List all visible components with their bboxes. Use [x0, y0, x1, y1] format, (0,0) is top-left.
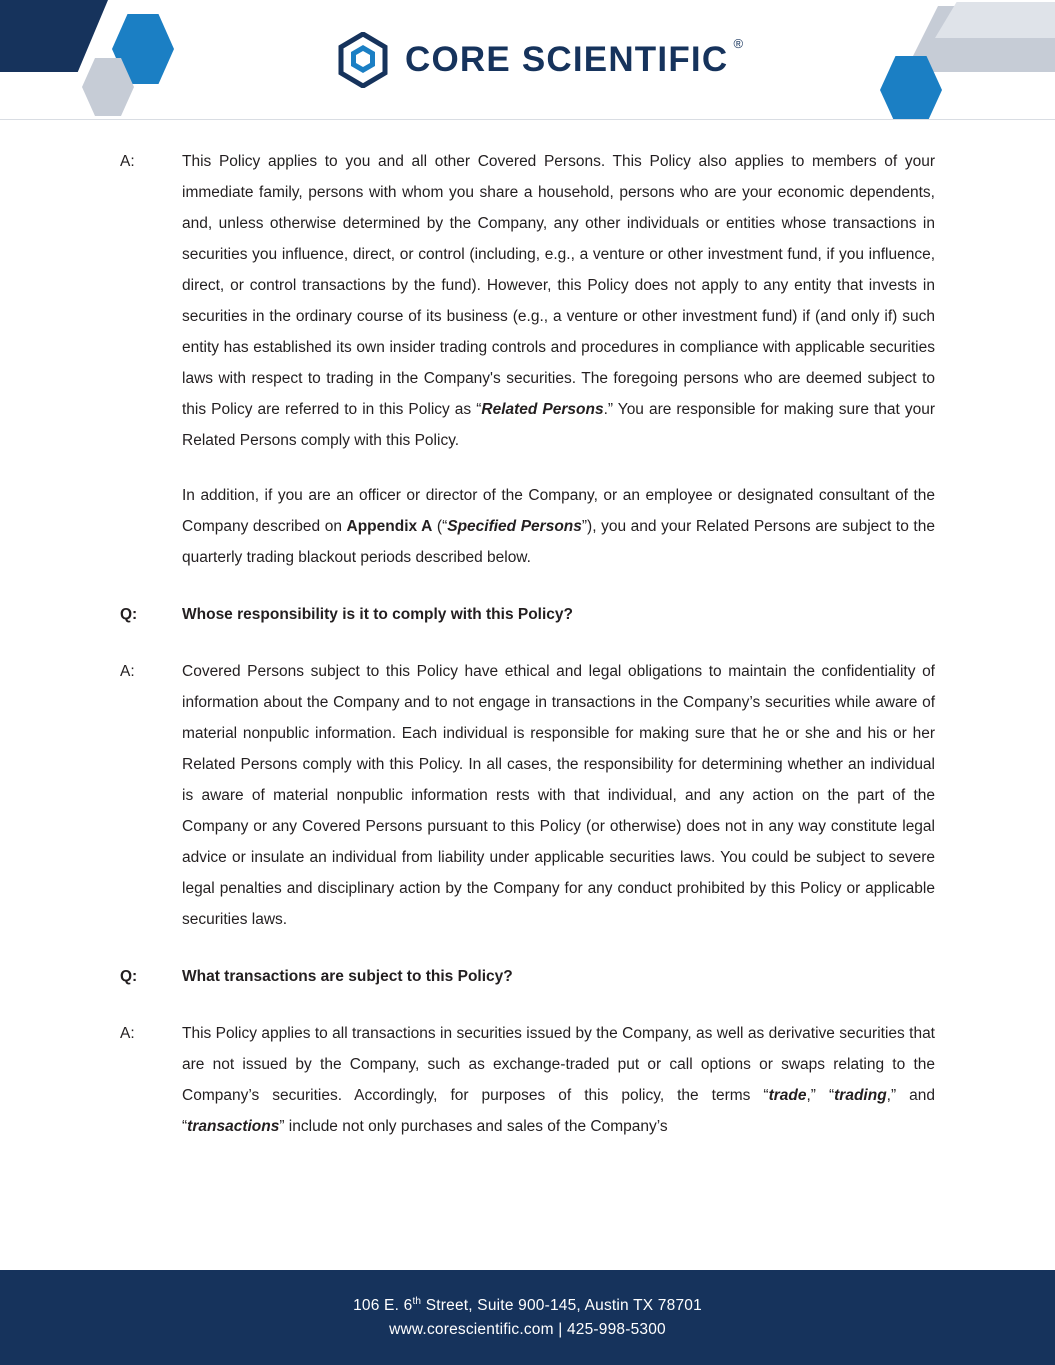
footer-address — [353, 1296, 702, 1315]
company-logo — [335, 32, 745, 88]
emphasis-specified-persons: Specified Persons — [447, 518, 582, 535]
qa-label: Q: — [120, 606, 138, 623]
registered-trademark-icon: ® — [733, 36, 745, 51]
qa-block-answer — [120, 656, 935, 935]
qa-block-question — [120, 961, 935, 992]
qa-label: A: — [120, 1025, 135, 1042]
qa-block-answer — [120, 146, 935, 573]
header-navy-shape — [0, 0, 108, 72]
emphasis-trading: trading — [834, 1087, 887, 1104]
document-body — [0, 120, 1055, 1270]
qa-block-question — [120, 599, 935, 630]
page-footer — [0, 1270, 1055, 1365]
paragraph: Covered Persons subject to this Policy have ethical and legal obligations to maintain the confidentiality of information about the Company and to not engage in transactions in the Company’s securities while aware of material nonpublic information. Each individual is responsible for making sure that he or she and his or her Related Persons comply with this Policy. In all cases, the responsibility for determining whether an individual is aware of material nonpublic information rests with that individual, and any action on the part of the Company or any Covered Persons pursuant to this Policy (or otherwise) does not in any way constitute legal advice or insulate an individual from liability under applicable securities laws. You could be subject to severe legal penalties and disciplinary action by the Company for any conduct prohibited by this Policy or applicable securities laws. — [182, 663, 935, 928]
qa-label: A: — [120, 663, 135, 680]
footer-contact: www.corescientific.com | 425-998-5300 — [389, 1321, 666, 1339]
qa-label: Q: — [120, 968, 138, 985]
paragraph: This Policy applies to you and all other Covered Persons. This Policy also applies to members of your immediate family, persons with whom you share a household, persons who are your economic dependents, and, unless otherwise determined by the Company, any other individuals or entities whose transactions in securities you influence, direct, or control (including, e.g., a venture or other investment fund, if you influence, direct, or control transactions by the fund). However, this Policy does not apply to any entity that invests in securities in the ordinary course of its business (e.g., a venture or other investment fund) if (and only if) such entity has established its own insider trading controls and procedures in compliance with applicable securities laws with respect to trading in the Company's securities. The foregoing persons who are deemed subject to this Policy are referred to in this Policy as “Related Persons.” You are responsible for making sure that your Related Persons comply with this Policy. — [182, 153, 936, 449]
hexagon-core-logo-icon — [335, 32, 391, 88]
footer-address-suffix: Street, Suite 900-145, Austin TX 78701 — [421, 1297, 702, 1315]
emphasis-transactions: transactions — [187, 1118, 280, 1135]
page-header — [0, 0, 1055, 120]
qa-question-text: What transactions are subject to this Policy? — [182, 968, 513, 985]
emphasis-appendix-a: Appendix A — [346, 518, 433, 535]
emphasis-trade: trade — [768, 1087, 807, 1104]
footer-address-prefix: 106 E. 6 — [353, 1297, 413, 1315]
qa-question-text: Whose responsibility is it to comply with this Policy? — [182, 606, 573, 623]
paragraph: This Policy applies to all transactions in securities issued by the Company, as well as derivative securities that are not issued by the Company, such as exchange-traded put or call options or swaps relating to the Company’s securities. Accordingly, for purposes of this policy, the terms “trade,” “trading,” and “transactions” include not only purchases and sales of the Company’s — [182, 1025, 936, 1135]
company-logo-text — [405, 36, 745, 80]
qa-label: A: — [120, 153, 135, 170]
emphasis-related-persons: Related Persons — [481, 401, 604, 418]
footer-address-ordinal: th — [412, 1295, 422, 1307]
qa-block-answer — [120, 1018, 935, 1142]
logo-wordmark: CORE SCIENTIFIC — [405, 40, 729, 79]
paragraph: In addition, if you are an officer or director of the Company, or an employee or designated consultant of the Company described on Appendix A (“Specified Persons”), you and your Related Persons are subject to the quarterly trading blackout periods described below. — [182, 487, 935, 566]
qa-answer-text — [182, 1018, 935, 1142]
qa-answer-text — [182, 146, 935, 573]
qa-answer-text — [182, 656, 935, 935]
